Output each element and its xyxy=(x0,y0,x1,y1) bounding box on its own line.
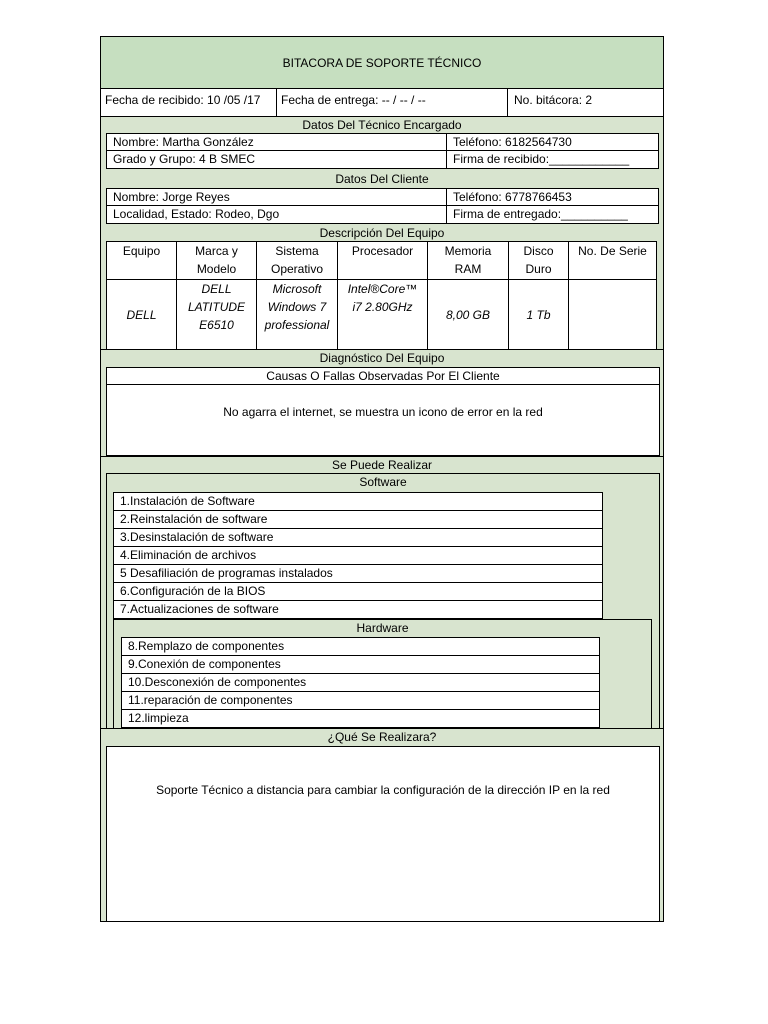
cell-marca: DELL LATITUDE E6510 xyxy=(177,280,257,350)
hardware-item: 9.Conexión de componentes xyxy=(121,655,600,674)
software-item: 6.Configuración de la BIOS xyxy=(113,582,603,601)
cell-memoria: 8,00 GB xyxy=(428,280,509,350)
software-item: 1.Instalación de Software xyxy=(113,492,603,511)
hardware-item: 11.reparación de componentes xyxy=(121,691,600,710)
diagnostico-header: Diagnóstico Del Equipo xyxy=(319,351,445,365)
que-realizara-box xyxy=(106,746,660,922)
tecnico-header: Datos Del Técnico Encargado xyxy=(302,118,462,132)
software-header: Software xyxy=(359,475,407,489)
cliente-telefono: Teléfono: 6778766453 xyxy=(446,188,659,206)
col-sistema: Sistema Operativo xyxy=(257,242,338,280)
que-realizara-text: Soporte Técnico a distancia para cambiar la configuración de la dirección IP en la red xyxy=(156,783,610,797)
col-procesador: Procesador xyxy=(338,242,428,280)
tecnico-telefono: Teléfono: 6182564730 xyxy=(446,133,659,151)
cell-disco: 1 Tb xyxy=(509,280,569,350)
no-bitacora: No. bitácora: 2 xyxy=(514,93,593,107)
fecha-entrega: Fecha de entrega: -- / -- / -- xyxy=(281,93,426,107)
col-memoria: Memoria RAM xyxy=(428,242,509,280)
col-equipo: Equipo xyxy=(107,242,177,280)
col-disco: Disco Duro xyxy=(509,242,569,280)
hardware-item: 8.Remplazo de componentes xyxy=(121,637,600,656)
equipo-header: Descripción Del Equipo xyxy=(319,226,445,240)
form-title xyxy=(101,37,663,89)
software-item: 4.Eliminación de archivos xyxy=(113,546,603,565)
bitacora-form xyxy=(100,36,664,922)
tecnico-nombre: Nombre: Martha González xyxy=(106,133,447,151)
hardware-item: 12.limpieza xyxy=(121,709,600,728)
cliente-localidad: Localidad, Estado: Rodeo, Dgo xyxy=(106,205,447,224)
software-item: 3.Desinstalación de software xyxy=(113,528,603,547)
col-serie: No. De Serie xyxy=(569,242,657,280)
cell-sistema: Microsoft Windows 7 professional xyxy=(257,280,338,350)
cell-equipo: DELL xyxy=(107,280,177,350)
causas-text-box xyxy=(106,384,660,456)
software-item: 7.Actualizaciones de software xyxy=(113,600,603,619)
equipo-row xyxy=(107,280,657,350)
causas-text: No agarra el internet, se muestra un icono de error en la red xyxy=(223,405,543,419)
form-title-text: BITACORA DE SOPORTE TÉCNICO xyxy=(282,55,482,70)
dates-row xyxy=(101,89,663,117)
cliente-nombre: Nombre: Jorge Reyes xyxy=(106,188,447,206)
tecnico-firma: Firma de recibido:____________ xyxy=(446,150,659,169)
que-realizara-header: ¿Qué Se Realizara? xyxy=(327,730,437,744)
hardware-item: 10.Desconexión de componentes xyxy=(121,673,600,692)
software-item: 5 Desafiliación de programas instalados xyxy=(113,564,603,583)
cliente-header: Datos Del Cliente xyxy=(335,172,429,186)
cliente-firma: Firma de entregado:__________ xyxy=(446,205,659,224)
tecnico-grado: Grado y Grupo: 4 B SMEC xyxy=(106,150,447,169)
causas-header: Causas O Fallas Observadas Por El Cliente xyxy=(106,367,660,385)
fecha-recibido: Fecha de recibido: 10 /05 /17 xyxy=(105,93,261,107)
cell-procesador: Intel®Core™ i7 2.80GHz xyxy=(338,280,428,350)
realizar-header: Se Puede Realizar xyxy=(331,458,433,472)
hardware-header: Hardware xyxy=(356,621,409,635)
equipo-header-row xyxy=(107,242,657,280)
cell-serie xyxy=(569,280,657,350)
equipo-table xyxy=(106,241,657,350)
col-marca: Marca y Modelo xyxy=(177,242,257,280)
software-item: 2.Reinstalación de software xyxy=(113,510,603,529)
